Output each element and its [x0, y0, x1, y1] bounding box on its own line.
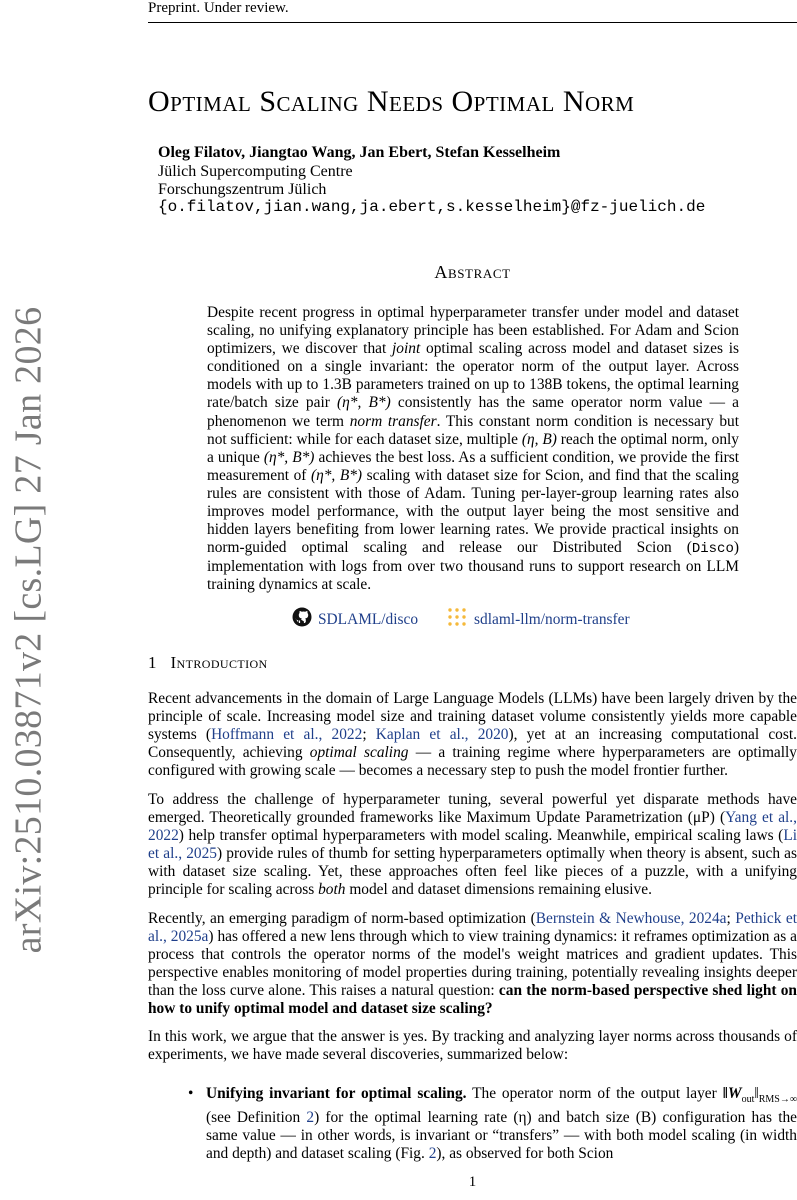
huggingface-link-label: sdlaml-llm/norm-transfer: [474, 610, 630, 628]
figure-link[interactable]: 2: [428, 1145, 437, 1163]
intro-paragraph-3: Recently, an emerging paradigm of norm-based optimization (Bernstein & Newhouse, 2024a; Pethick et al., 2025a) has offered a new lens through which to view training dynamics: it reframes optimization as a process that controls the operator norms of the model's weight matrices and gradient updates. This perspective enables monitoring of model properties during training, potentially revealing insights deeper than the loss curve alone. This raises a natural question: can the norm-based perspective shed light on how to unify optimal model and dataset size scaling?: [148, 910, 797, 1018]
github-icon: [292, 607, 312, 632]
definition-link[interactable]: 2: [306, 1109, 315, 1127]
dataset-dots-icon: [446, 607, 468, 632]
citation-link[interactable]: Bernstein & Newhouse, 2024a: [535, 910, 727, 927]
author-emails: {o.filatov,jian.wang,ja.ebert,s.kesselheim}@fz-juelich.de: [158, 198, 706, 216]
paper-title: Optimal Scaling Needs Optimal Norm: [148, 85, 635, 118]
bullet-marker: •: [188, 1085, 194, 1102]
citation-link[interactable]: Pethick et al., 2025a: [148, 910, 797, 946]
resource-links: [292, 607, 658, 632]
section-number: 1: [148, 653, 157, 672]
page-number: 1: [468, 1174, 477, 1190]
affiliation-1: Jülich Supercomputing Centre: [158, 163, 353, 180]
huggingface-link[interactable]: [446, 607, 630, 632]
affiliation-2: Forschungszentrum Jülich: [158, 181, 327, 198]
citation-link[interactable]: Hoffmann et al., 2022: [211, 726, 363, 744]
github-link[interactable]: [292, 607, 418, 632]
contribution-bullet-1: Unifying invariant for optimal scaling. The operator norm of the output layer $‖W_{out}‖_{RMS\to\infty}$ (see Definition 2) for the optimal learning rate (η) and batch size (B) configuration has the same value — in other words, is invariant or “transfers” — with both model scaling (in width and depth) and dataset scaling (Fig. 2), as observed for both Scion: [206, 1085, 797, 1163]
intro-paragraph-4: In this work, we argue that the answer is yes. By tracking and analyzing layer norms across thousands of experiments, we have made several discoveries, summarized below:: [148, 1028, 797, 1064]
arxiv-identifier: arXiv:2510.03871v2 [cs.LG] 27 Jan 2026: [7, 306, 49, 954]
section-heading: [148, 653, 268, 673]
header-rule: [148, 22, 797, 23]
citation-link[interactable]: Kaplan et al., 2020: [375, 726, 509, 744]
citation-link[interactable]: Li et al., 2025: [148, 827, 797, 863]
section-title: Introduction: [170, 653, 268, 672]
github-link-label: SDLAML/disco: [318, 610, 419, 628]
author-list: Oleg Filatov, Jiangtao Wang, Jan Ebert, Stefan Kesselheim: [158, 144, 561, 161]
abstract-body: Despite recent progress in optimal hyperparameter transfer under model and dataset scaling, no unifying explanatory principle has been established. For Adam and Scion optimizers, we discover that joint optimal scaling across model and dataset sizes is conditioned on a single invariant: the operator norm of the output layer. Across models with up to 1.3B parameters trained on up to 138B tokens, the optimal learning rate/batch size pair (η*, B*) consistently has the same operator norm value — a phenomenon we term norm transfer. This constant norm condition is necessary but not sufficient: while for each dataset size, multiple (η, B) reach the optimal norm, only a unique (η*, B*) achieves the best loss. As a sufficient condition, we provide the first measurement of (η*, B*) scaling with dataset size for Scion, and find that the scaling rules are consistent with those of Adam. Tuning per-layer-group learning rates also improves model performance, with the output layer being the most sensitive and hidden layers benefiting from lower learning rates. We provide practical insights on norm-guided optimal scaling and release our Distributed Scion (Disco) implementation with logs from over two thousand runs to support research on LLM training dynamics at scale.: [207, 304, 739, 594]
intro-paragraph-1: Recent advancements in the domain of Large Language Models (LLMs) have been largely driven by the principle of scale. Increasing model size and training dataset volume consistently yields more capable systems (Hoffmann et al., 2022; Kaplan et al., 2020), yet at an increasing computational cost. Consequently, achieving optimal scaling — a training regime where hyperparameters are optimally configured with growing scale — becomes a necessary step to push the model frontier further.: [148, 690, 797, 780]
intro-paragraph-2: To address the challenge of hyperparameter tuning, several powerful yet disparate methods have emerged. Theoretically grounded frameworks like Maximum Update Parametrization (μP) (Yang et al., 2022) help transfer optimal hyperparameters with model scaling. Meanwhile, empirical scaling laws (Li et al., 2025) provide rules of thumb for setting hyperparameters optimally when theory is absent, such as with dataset size scaling. Yet, these approaches often feel like pieces of a puzzle, with a unifying principle for scaling across both model and dataset dimensions remaining elusive.: [148, 791, 797, 899]
preprint-notice: Preprint. Under review.: [148, 0, 289, 16]
arxiv-sidebar: [2, 306, 54, 954]
abstract-heading: Abstract: [434, 262, 511, 282]
citation-link[interactable]: Yang et al., 2022: [148, 809, 797, 845]
